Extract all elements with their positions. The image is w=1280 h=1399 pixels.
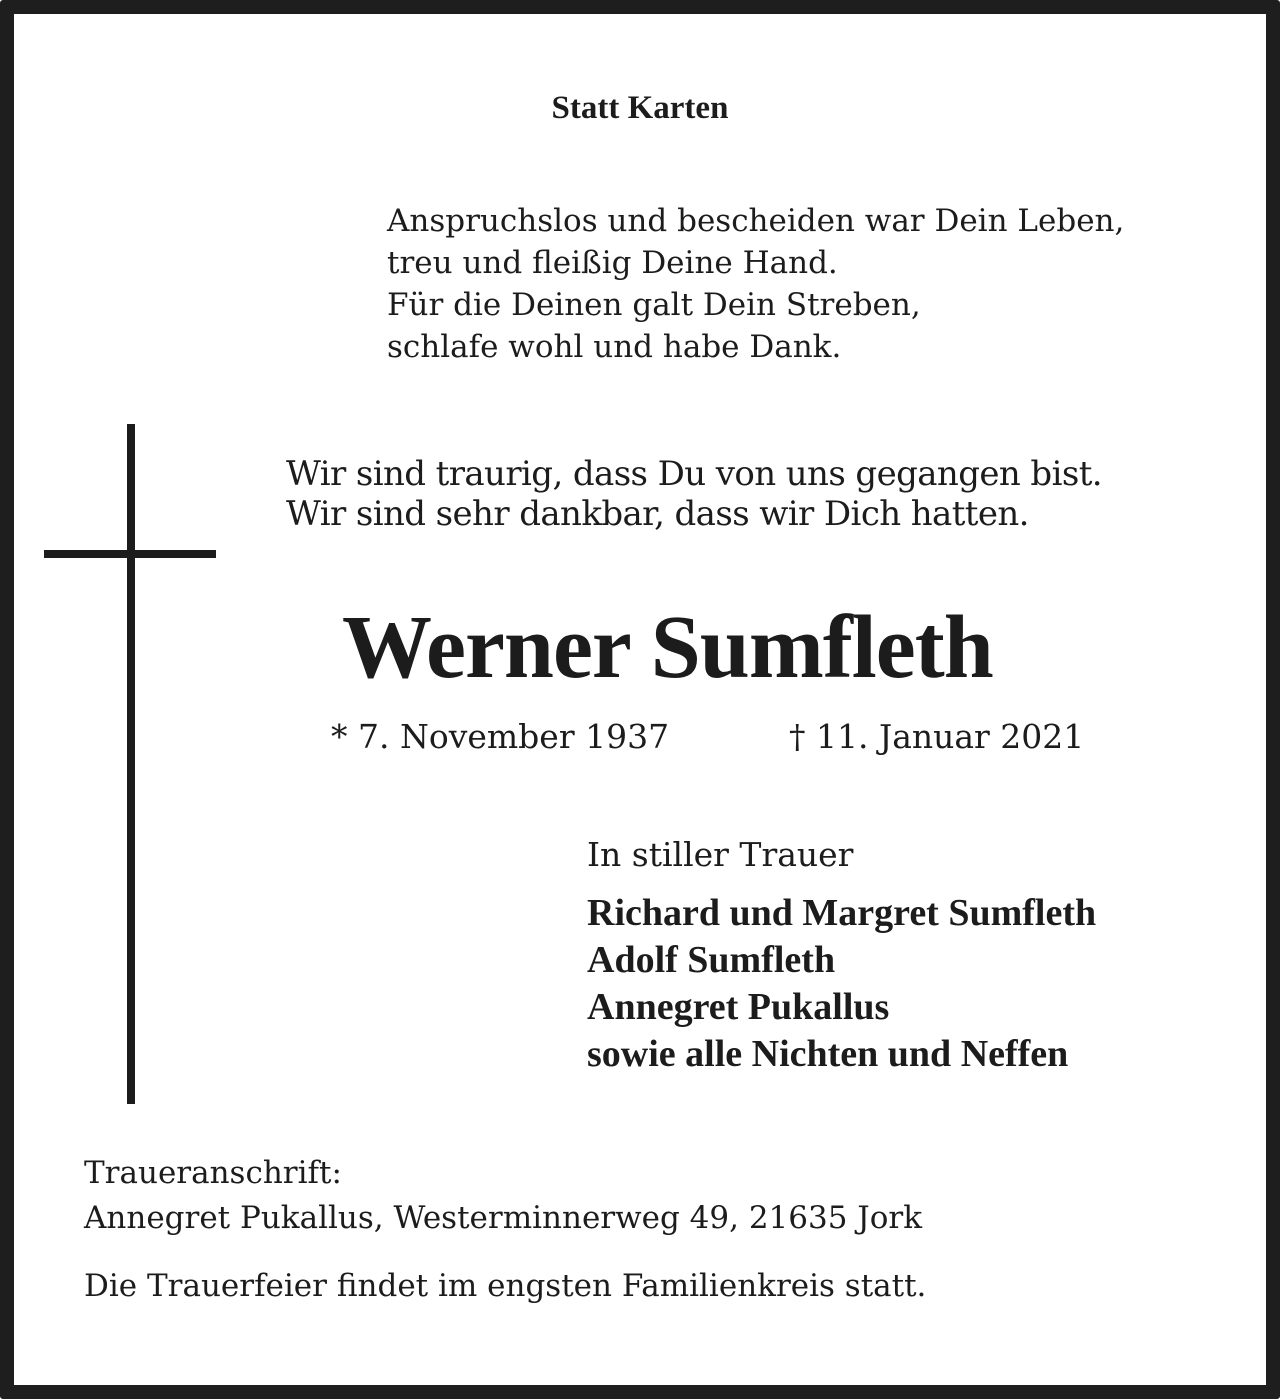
sadness-line: Wir sind sehr dankbar, dass wir Dich hatten. [286,494,1029,534]
birth-date: * 7. November 1937 [331,717,670,756]
ceremony-note: Die Trauerfeier findet im engsten Familienkreis statt. [84,1268,927,1304]
address-value: Annegret Pukallus, Westerminnerweg 49, 21635 Jork [84,1200,922,1236]
deceased-name: Werner Sumfleth [342,598,993,697]
mourners-list [587,890,1096,1078]
poem [387,200,1124,368]
header-statt-karten: Statt Karten [551,90,729,126]
mourner-name: Annegret Pukallus [587,986,890,1028]
mourning-address [84,1151,922,1241]
mourner-name: Adolf Sumfleth [587,939,836,981]
poem-line: Für die Deinen galt Dein Streben, [387,287,921,323]
sadness-text [286,454,1102,534]
death-date: † 11. Januar 2021 [789,717,1085,756]
poem-line: treu und fleißig Deine Hand. [387,245,838,281]
cross-icon [127,424,135,1104]
mourner-name: sowie alle Nichten und Neffen [587,1033,1069,1075]
mourning-intro: In stiller Trauer [587,835,854,874]
mourner-name: Richard und Margret Sumfleth [587,892,1097,934]
address-label: Traueranschrift: [84,1155,342,1191]
cross-icon-crossbar [44,550,216,558]
sadness-line: Wir sind traurig, dass Du von uns gegangen bist. [286,454,1102,494]
poem-line: schlafe wohl und habe Dank. [387,329,842,365]
poem-line: Anspruchslos und bescheiden war Dein Leben, [387,203,1125,239]
